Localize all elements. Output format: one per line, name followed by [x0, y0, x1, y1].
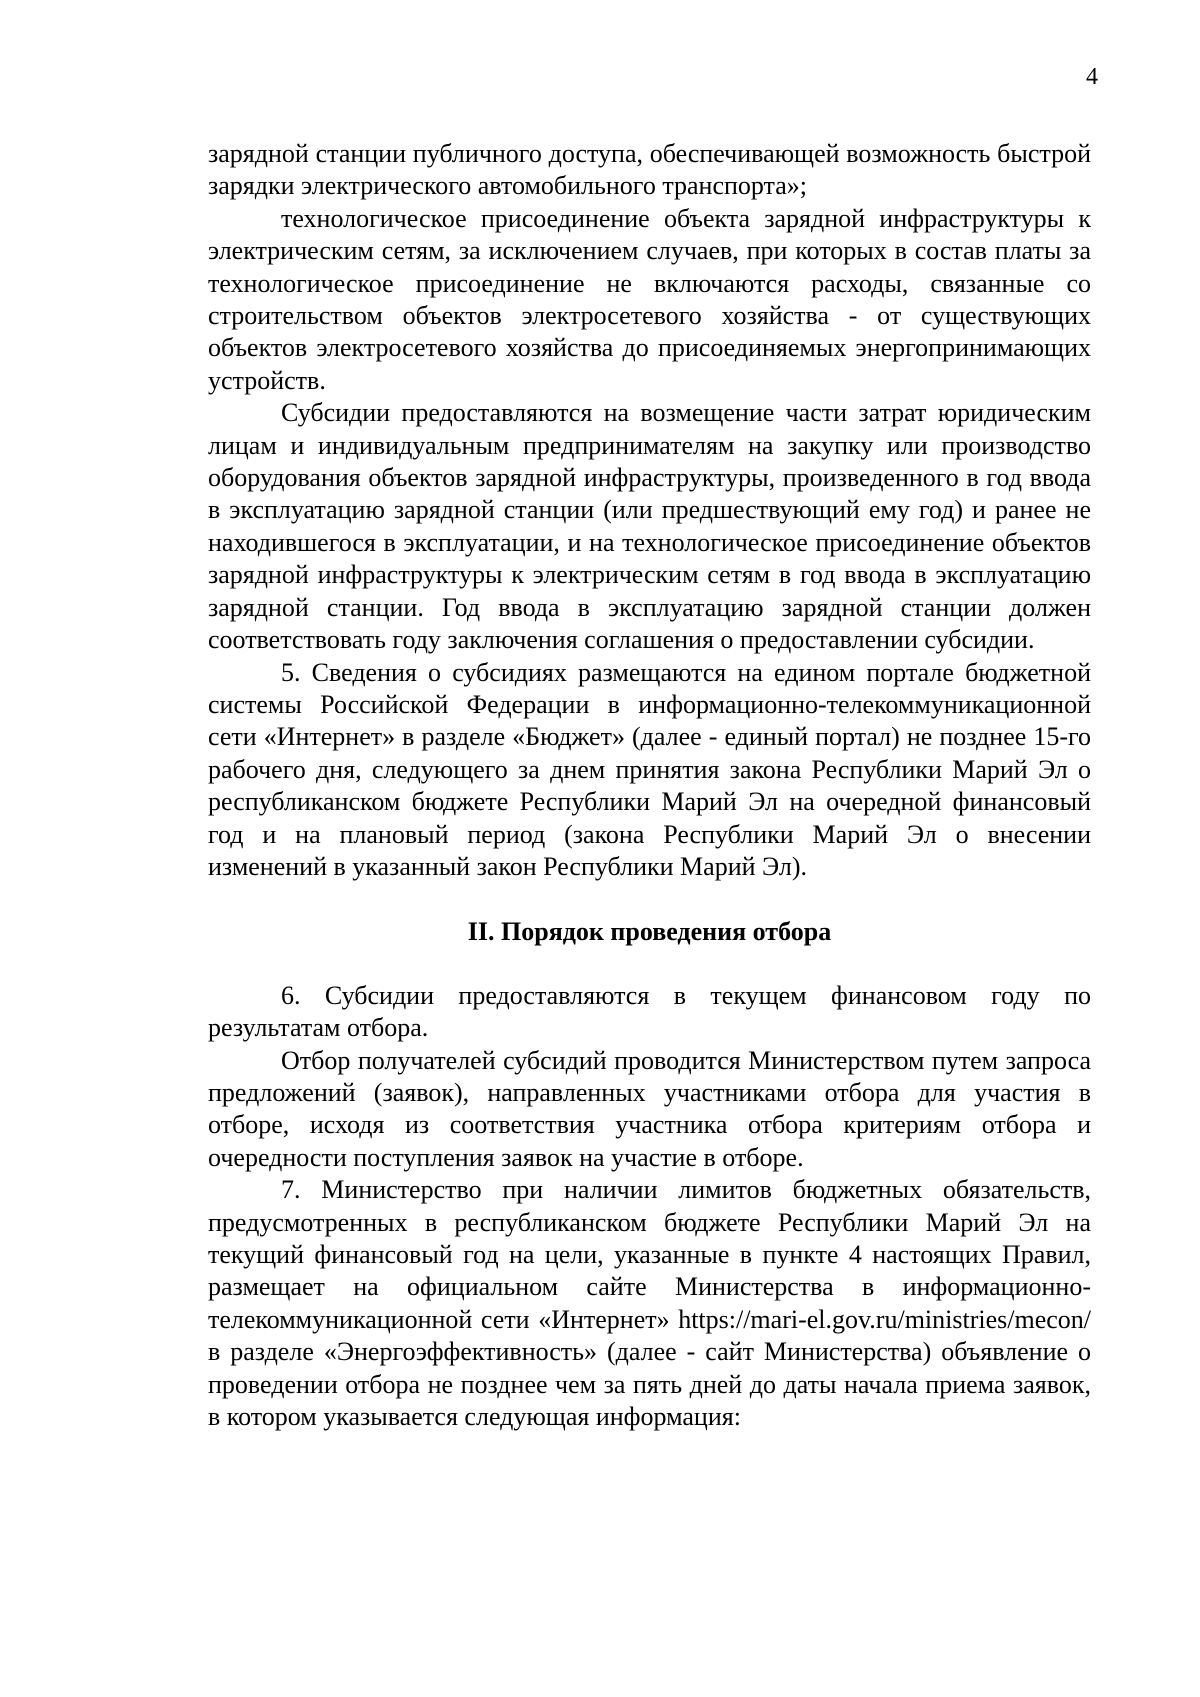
paragraph-selection-procedure: Отбор получателей субсидий проводится Министерством путем запроса предложений (заявок), направленных участниками отбора для участия в отборе, исходя из соответствия участника отбора критериям отбора и очередности поступления заявок на участие в отборе.	[208, 1045, 1091, 1172]
document-body	[208, 138, 1091, 1433]
paragraph-5-budget-portal: 5. Сведения о субсидиях размещаются на едином портале бюджетной системы Российской Федерации в информационно-телекоммуникационной сети «Интернет» в разделе «Бюджет» (далее - единый портал) не позднее 15-го рабочего дня, следующего за днем принятия закона Республики Марий Эл о республиканском бюджете Республики Марий Эл на очередной финансовый год и на плановый период (закона Республики Марий Эл о внесении изменений в указанный закон Республики Марий Эл).	[208, 657, 1091, 881]
paragraph-subsidy-purpose: Субсидии предоставляются на возмещение части затрат юридическим лицам и индивидуальным предпринимателям на закупку или производство оборудования объектов зарядной инфраструктуры, произведенного в год ввода в эксплуатацию зарядной станции (или предшествующий ему год) и ранее не находившегося в эксплуатации, и на технологическое присоединение объектов зарядной инфраструктуры к электрическим сетям в год ввода в эксплуатацию зарядной станции. Год ввода в эксплуатацию зарядной станции должен соответствовать году заключения соглашения о предоставлении субсидии.	[208, 398, 1091, 655]
paragraph-grid-connection: технологическое присоединение объекта зарядной инфраструктуры к электрическим сетям, за исключением случаев, при которых в состав платы за технологическое присоединение не включаются расходы, связанные со строительством объектов электросетевого хозяйства - от существующих объектов электросетевого хозяйства до присоединяемых энергопринимающих устройств.	[208, 203, 1091, 395]
paragraph-6-selection: 6. Субсидии предоставляются в текущем финансовом году по результатам отбора.	[208, 980, 1091, 1043]
page-number: 4	[1086, 64, 1098, 90]
paragraph-continuation: зарядной станции публичного доступа, обеспечивающей возможность быстрой зарядки электрического автомобильного транспорта»;	[208, 139, 1091, 201]
section-heading: II. Порядок проведения отбора	[467, 917, 832, 947]
paragraph-7-announcement: 7. Министерство при наличии лимитов бюджетных обязательств, предусмотренных в республиканском бюджете Республики Марий Эл на текущий финансовый год на цели, указанные в пункте 4 настоящих Правил, размещает на официальном сайте Министерства в информационно-телекоммуникационной сети «Интернет» https://mari-el.gov.ru/ministries/mecon/ в разделе «Энергоэффективность» (далее - сайт Министерства) объявление о проведении отбора не позднее чем за пять дней до даты начала приема заявок, в котором указывается следующая информация:	[208, 1175, 1091, 1432]
